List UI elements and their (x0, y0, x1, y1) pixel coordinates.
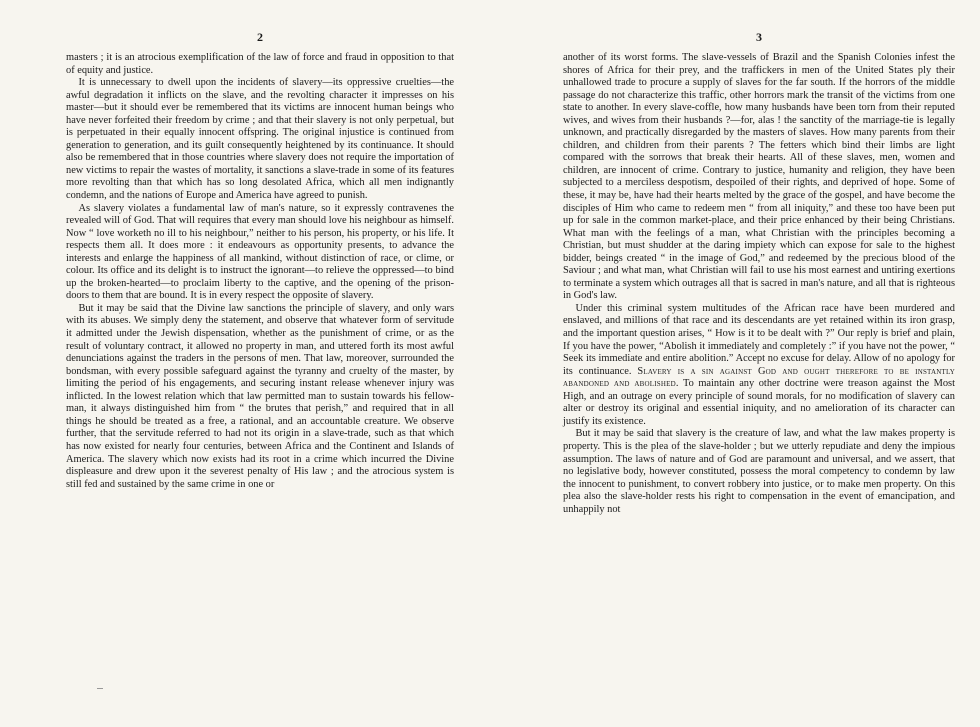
right-page (563, 30, 955, 516)
paragraph: But it may be said that slavery is the creature of law, and what the law makes property is property. This is the plea of the slave-holder ; but we utterly repudiate and deny the impious assumption. The laws of nature and of God are paramount and universal, and we assert, that no legislative body, however constituted, possess the moral competency to condemn by law the innocent to punishment, to convert robbery into justice, or to make men property. On this plea also the slave-holder rests his right to compensation in the event of emancipation, and unhappily not (563, 428, 955, 515)
paragraph: another of its worst forms. The slave-vessels of Brazil and the Spanish Colonies infest the shores of Africa for their prey, and the traffickers in men of the United States ply their unhallowed trade to procure a supply of slaves for the far south. If the horrors of the middle passage do not characterize this traffic, other horrors mark the transit of the victims from one state to another. In every slave-coffle, how many husbands have been torn from their reputed wives, and wives from their husbands ?—for, alas ! the sanctity of the marriage-tie is legally unknown, and practically disregarded by the masters of slaves. How many parents from their children, and children from their parents ? The fetters which bind their limbs are light compared with the sorrows that break their hearts. All of these slaves, men, women and children, are innocent of crime. Contrary to justice, humanity and religion, they have been subjected to a merciless despotism, despoiled of their rights, and deprived of hope. Some of these, it may be, have had their hearts melted by the grace of the gospel, and have become the disciples of Him who came to redeem men “ from all iniquity,” and these too have been put up for sale in the common market-place, and their price enhanced by their being Christians. What man with the feelings of a man, what Christian with the principles becoming a Christian, but must shudder at the daring impiety which can expose for sale to the highest bidder, beings created “ in the image of God,” and redeemed by the precious blood of the Saviour ; and what man, what Christian will fail to use his most earnest and untiring exertions to terminate a system which outrages all that is sacred in man's nature, and all that is righteous in God's law. (563, 52, 955, 302)
paragraph-text: To maintain any other doctrine were treason against the Most High, and an outrage on every principle of sound morals, for no modification of slavery can alter or destroy its original and essential iniquity, and no amelioration of its character can justify its existence. (563, 378, 955, 427)
paragraph: As slavery violates a fundamental law of man's nature, so it expressly contravenes the revealed will of God. That will requires that every man should love his neighbour as himself. Now “ love worketh no ill to his neighbour,” neither to his person, his property, or his life. It respects them all. It does more : it endeavours as opportunity presents, to advance the interests and enlarge the happiness of all mankind, without distinction of race, or clime, or colour. Its office and its delight is to instruct the ignorant—to relieve the oppressed—to bind up the broken-hearted—to proclaim liberty to the captive, and the opening of the prison-doors to them that are bound. It is in every respect the opposite of slavery. (66, 202, 454, 302)
paragraph: It is unnecessary to dwell upon the incidents of slavery—its oppressive cruelties—the awful degradation it inflicts on the slave, and the revolting character it impresses on his master—but it should ever be remembered that its victims are innocent human beings who have never forfeited their freedom by crime ; and that their slavery is not only perpetual, but is perpetuated in their equally innocent offspring. The original injustice is continued from generation to generation, and its guilt consequently heightened by its continuance. It should also be remembered that in those countries where slavery does not require the importation of new victims to repair the wastes of mortality, it sanctions a slave-trade in some of its features more revolting than that which has so long desolated Africa, which all men indignantly condemn, and the nations of Europe and America have agreed to punish. (66, 77, 454, 202)
paragraph-text: Under this criminal system multitudes of the African race have been murdered and enslaved, and millions of that race and its descendants are yet retained within its iron grasp, and the important question arises, “ How is it to be dealt with ?” Our reply is brief and plain, If you have the power, “Abolish it immediately and completely :” if you have not the power, “ Seek its immediate and entire abolition.” Accept no excuse for delay. Allow of no apology for its continuance. (563, 302, 955, 377)
left-page (66, 30, 454, 491)
page-body (563, 52, 955, 516)
small-caps-emphasis: Slavery is a sin against God and ought therefore to be instantly abandoned and abolished. (563, 365, 955, 390)
page-number: 2 (257, 30, 263, 44)
page-mark (97, 688, 103, 689)
paragraph (563, 303, 955, 428)
page-body (66, 52, 454, 491)
paragraph: But it may be said that the Divine law sanctions the principle of slavery, and only wars with its abuses. We simply deny the statement, and observe that whatever form of servitude it admitted under the Jewish dispensation, whether as the punishment of crime, or as the result of voluntary contract, it allowed no property in man, and uttered forth its most awful denunciations against the traders in the persons of men. That law, moreover, surrounded the bondsman, with every possible safeguard against the tyranny and cruelty of the master, by limiting the period of his engagements, and securing instant release whenever injury was inflicted. In the lowest relation which that law permitted man to sustain towards his fellow-man, it always distinguished him from “ the brutes that perish,” and required that in all things he should be treated as a free, a rational, and an accountable creature. We observe further, that the servitude referred to had not its origin in a slave-trade, such as that which has now existed for nearly four centuries, between Africa and the Continent and Islands of America. The slavery which now exists had its root in a crime which incurred the Divine displeasure and drew upon it the severest penalty of His law ; and the atrocious system is still fed and sustained by the same crime in one or (66, 302, 454, 490)
paragraph: masters ; it is an atrocious exemplification of the law of force and fraud in opposition to that of equity and justice. (66, 52, 454, 76)
page-number: 3 (756, 30, 762, 44)
